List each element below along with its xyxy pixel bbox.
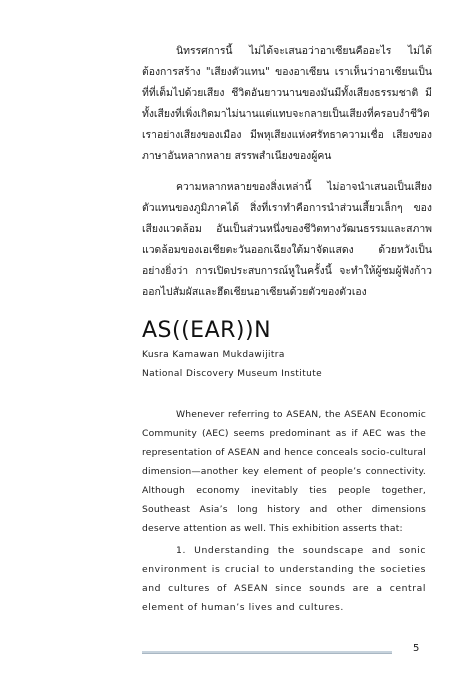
byline	[142, 346, 322, 384]
author-affiliation: National Discovery Museum Institute	[142, 369, 323, 379]
section-title: AS((EAR))N	[142, 318, 272, 343]
english-paragraph-2	[142, 541, 426, 617]
author-name: Kusra Kamawan Mukdawijitra	[142, 350, 285, 360]
english-paragraph-1-text: Whenever referring to ASEAN, the ASEAN Economic Community (AEC) seems predominant as if AEC was the representation of ASEAN and hence conceals socio-cultural dimension—another key element of people’s connectivity. Although economy inevitably ties people together, Southeast Asia’s long history and other dimensions deserve attention as well. This exhibition asserts that:	[142, 409, 426, 534]
thai-paragraph-2	[142, 177, 432, 303]
page-number: 5	[413, 643, 420, 654]
thai-paragraph-2-block	[142, 177, 432, 303]
thai-paragraph-1-text: นิทรรศการนี้ ไม่ได้จะเสนอว่าอาเซียนคืออะไร ไม่ได้ต้องการสร้าง "เสียงตัวแทน" ของอาเซียน เราเห็นว่าอาเซียนเป็นที่ที่เต็มไปด้วยเสียง ชีวิตอันยาวนานของมันมีทั้งเสียงธรรมชาติ มีทั้งเสียงที่เพิ่งเกิดมาไม่นานแต่แทบจะกลายเป็นเสียงที่ครอบงำชีวิตเราอย่างเสียงของเมือง มีพหุเสียงแห่งศรัทธาความเชื่อ เสียงของภาษาอันหลากหลาย สรรพสำเนียงของผู้คน	[142, 45, 432, 162]
thai-paragraph-1	[142, 41, 432, 167]
thai-paragraph-1-block	[142, 41, 432, 167]
english-paragraph-1-block	[142, 405, 426, 538]
english-paragraph-2-block	[142, 541, 426, 617]
footer-rule	[142, 651, 392, 654]
english-paragraph-2-text: 1. Understanding the soundscape and sonic environment is crucial to understanding the societies and cultures of ASEAN since sounds are a central element of human’s lives and cultures.	[142, 545, 426, 613]
thai-paragraph-2-text: ความหลากหลายของสิ่งเหล่านี้ ไม่อาจนำเสนอเป็นเสียงตัวแทนของภูมิภาคได้ สิ่งที่เราทำคือการนำส่วนเสี้ยวเล็กๆ ของเสียงแวดล้อม อันเป็นส่วนหนึ่งของชีวิตทางวัฒนธรรมและสภาพแวดล้อมของเอเชียตะวันออกเฉียงใต้มาจัดแสดง ด้วยหวังเป็นอย่างยิ่งว่า การเปิดประสบการณ์หูในครั้งนี้ จะทำให้ผู้ชมผู้ฟังก้าวออกไปสัมผัสและฮึดเชียนอาเซียนด้วยตัวของตัวเอง	[142, 181, 432, 298]
english-paragraph-1	[142, 405, 426, 538]
